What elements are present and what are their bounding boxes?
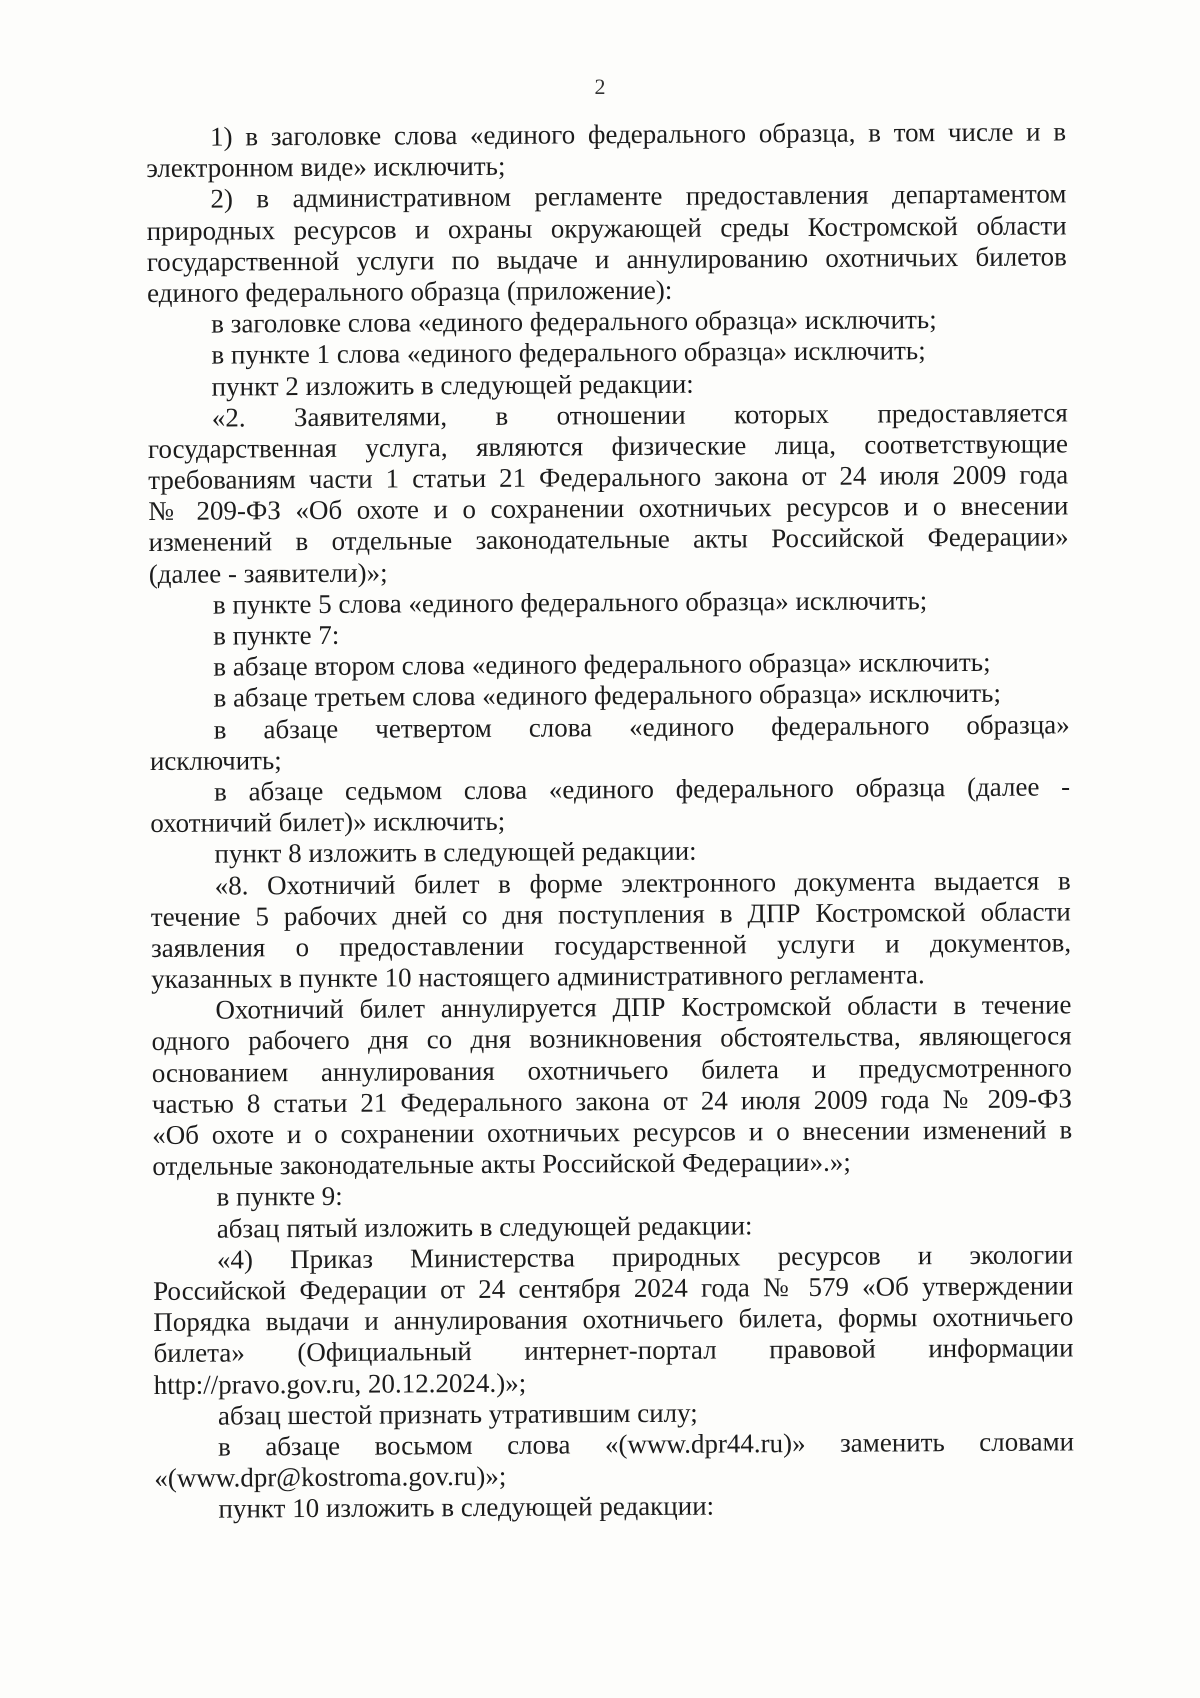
text-line: «Об охоте и о сохранении охотничьих ресурсов и о внесении изменений в [152, 1114, 1073, 1150]
text-line: изменений в отдельные законодательные акты Российской Федерации» [148, 521, 1069, 558]
text-line: абзац пятый изложить в следующей редакции: [216, 1209, 753, 1244]
text-line: «(www.dpr@kostroma.gov.ru)»; [154, 1460, 507, 1494]
text-line: государственной услуги по выдаче и аннулированию охотничьих билетов [146, 241, 1067, 277]
text-line: в пункте 1 слова «единого федерального образца» исключить; [211, 335, 926, 370]
text-line: течение 5 рабочих дней со дня поступления в ДПР Костромской области [150, 896, 1071, 932]
text-line: частью 8 статьи 21 Федерального закона от 24 июля 2009 года № 209-ФЗ [151, 1083, 1073, 1119]
text-line: http://pravo.gov.ru, 20.12.2024.)»; [153, 1367, 527, 1400]
text-line: в абзаце четвертом слова «единого федерального образца» [213, 708, 1070, 745]
text-line: в пункте 9: [216, 1181, 343, 1212]
text-line: «4) Приказ Министерства природных ресурсов и экологии [216, 1239, 1074, 1275]
text-line: в пункте 7: [213, 619, 340, 651]
text-line: пункт 8 изложить в следующей редакции: [214, 835, 697, 869]
text-line: «8. Охотничий билет в форме электронного документа выдается в [214, 864, 1071, 901]
text-line: заявления о предоставлении государственной услуги и документов, [150, 927, 1072, 963]
text-line: в абзаце восьмом слова «(www.dpr44.ru)» заменить словами [218, 1426, 1075, 1462]
page-number: 2 [594, 74, 606, 99]
text-line: в абзаце третьем слова «единого федерального образца» исключить; [213, 678, 1002, 713]
text-line: требованиям части 1 статьи 21 Федерального закона от 24 июля 2009 года [148, 459, 1069, 496]
text-line: указанных в пункте 10 настоящего административного регламента. [151, 959, 925, 995]
text-line: абзац шестой признать утратившим силу; [217, 1397, 698, 1431]
text-line: отдельные законодательные акты Российской Федерации».»; [152, 1146, 851, 1182]
document-body [146, 116, 1075, 1525]
text-line: № 209-ФЗ «Об охоте и о сохранении охотничьих ресурсов и о внесении [148, 490, 1069, 527]
text-line: одного рабочего дня со дня возникновения обстоятельства, являющегося [151, 1020, 1072, 1057]
text-line: (далее - заявители)»; [148, 557, 388, 589]
text-line: в заголовке слова «единого федерального образца» исключить; [211, 304, 937, 339]
text-line: билета» (Официальный интернет-портал правовой информации [153, 1332, 1074, 1369]
text-line: Российской Федерации от 24 сентября 2024 года № 579 «Об утверждении [153, 1270, 1074, 1306]
text-line: в пункте 5 слова «единого федерального образца» исключить; [212, 585, 928, 620]
text-line: охотничий билет)» исключить; [150, 805, 506, 839]
text-line: основанием аннулирования охотничьего билета и предусмотренного [151, 1051, 1072, 1088]
text-line: в абзаце седьмом слова «единого федерального образца (далее - [213, 771, 1071, 807]
text-line: пункт 2 изложить в следующей редакции: [211, 368, 694, 402]
text-line: единого федерального образца (приложение): [146, 274, 673, 308]
text-line: пункт 10 изложить в следующей редакции: [218, 1490, 715, 1524]
text-line: в абзаце втором слова «единого федерального образца» исключить; [213, 647, 991, 682]
text-line: природных ресурсов и охраны окружающей среды Костромской области [146, 209, 1067, 246]
text-line: «2. Заявителями, в отношении которых предоставляется [211, 397, 1068, 433]
text-line: электронном виде» исключить; [146, 150, 506, 184]
text-line: Охотничий билет аннулируется ДПР Костромской области в течение [215, 989, 1072, 1025]
text-line: 2) в административном регламенте предоставления департаментом [210, 178, 1067, 214]
text-line: государственная услуга, являются физические лица, соответствующие [147, 428, 1069, 464]
text-line: исключить; [149, 744, 282, 776]
text-line: Порядка выдачи и аннулирования охотничьего билета, формы охотничьего [153, 1301, 1074, 1338]
text-line: 1) в заголовке слова «единого федерального образца, в том числе и в [209, 116, 1067, 152]
